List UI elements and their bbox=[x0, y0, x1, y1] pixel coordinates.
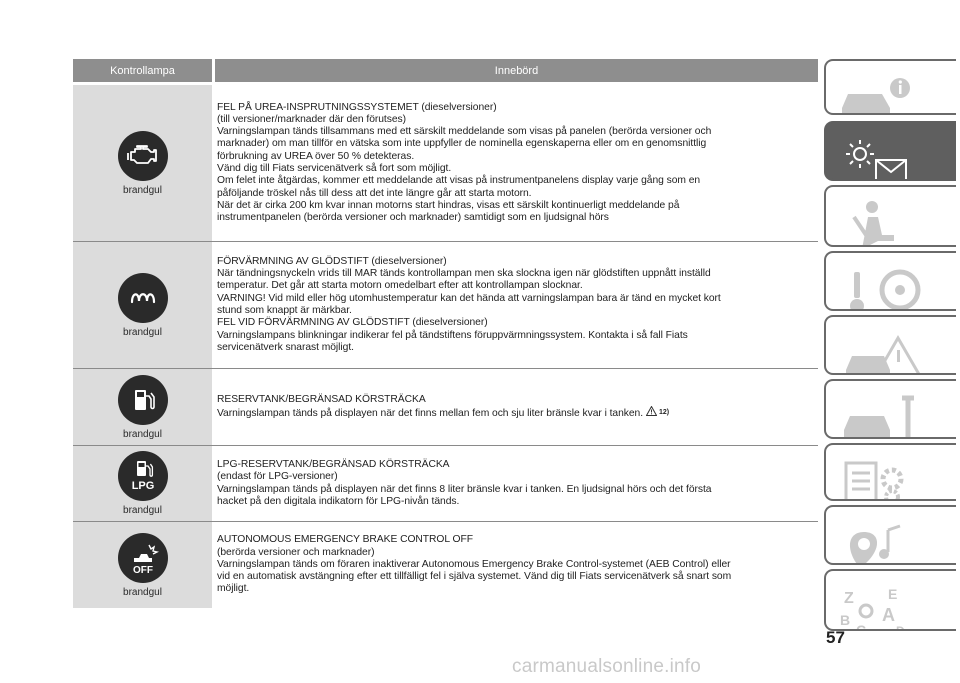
column-header-warning-light: Kontrollampa bbox=[73, 59, 212, 82]
aeb-off-icon bbox=[118, 533, 168, 583]
svg-text:D: D bbox=[896, 624, 905, 638]
text-line: Varningslampans blinkningar indikerar fel på tändstiftens föruppvärmningssystem. Kontakta i så fall Fiats bbox=[217, 329, 688, 341]
text-line: När det är cirka 200 km kvar innan motorns start hindras, visas ett särskilt kontinuerligt meddelande på bbox=[217, 199, 680, 211]
text-line: stund som knappt är märkbar. bbox=[217, 305, 352, 316]
text-line: servicenätverk snarast möjligt. bbox=[217, 341, 354, 353]
svg-text:LPG: LPG bbox=[131, 480, 154, 492]
car-accident-warning-icon bbox=[836, 323, 946, 375]
table-row bbox=[73, 85, 818, 242]
icon-cell bbox=[73, 242, 212, 368]
glow-plug-icon bbox=[118, 273, 168, 323]
seat-airbag-icon bbox=[836, 193, 946, 247]
description-cell bbox=[215, 369, 818, 445]
table-row bbox=[73, 446, 818, 522]
svg-text:Z: Z bbox=[844, 590, 854, 607]
text-line: AUTONOMOUS EMERGENCY BRAKE CONTROL OFF bbox=[217, 534, 473, 546]
table-row bbox=[73, 522, 818, 608]
key-steering-wheel-icon bbox=[836, 259, 946, 311]
icon-cell bbox=[73, 369, 212, 445]
warning-light-message-icon bbox=[836, 129, 946, 181]
tab-multimedia[interactable] bbox=[824, 505, 956, 565]
color-label: brandgul bbox=[123, 586, 162, 598]
watermark: carmanualsonline.info bbox=[512, 656, 702, 677]
tab-maintenance[interactable] bbox=[824, 379, 956, 439]
column-header-meaning: Innebörd bbox=[215, 59, 818, 82]
text-line: LPG-RESERVTANK/BEGRÄNSAD KÖRSTRÄCKA bbox=[217, 458, 450, 470]
text-line: (berörda versioner och marknader) bbox=[217, 546, 375, 558]
tab-car-info[interactable] bbox=[824, 59, 956, 115]
tab-safety[interactable] bbox=[824, 185, 956, 247]
text-line: (endast för LPG-versioner) bbox=[217, 471, 338, 483]
description-cell bbox=[215, 242, 818, 368]
text-line: möjligt. bbox=[217, 583, 250, 595]
engine-check-icon bbox=[118, 131, 168, 181]
text-line: Vänd dig till Fiats servicenätverk så fort som möjligt. bbox=[217, 163, 452, 174]
color-label: brandgul bbox=[123, 326, 162, 338]
text-line: förbrukning av UREA över 50 % detekteras. bbox=[217, 150, 415, 162]
text-line: instrumentpanelen (berörda versioner och marknader) samtidigt som en ljudsignal hörs bbox=[217, 212, 609, 224]
warning-triangle-icon bbox=[646, 406, 657, 420]
text-line: Varningslampan tänds tillsammans med ett särskilt meddelande som visas på panelen (berörda versioner och bbox=[217, 126, 712, 138]
specs-gear-icon bbox=[836, 451, 946, 501]
tab-starting-driving[interactable] bbox=[824, 251, 956, 311]
text-line: Varningslampan tänds på displayen när det finns 8 liter bränsle kvar i tanken. En ljudsignal hörs och det första bbox=[217, 483, 712, 495]
text-line-body: Varningslampan tänds på displayen när det finns mellan fem och sju liter bränsle kvar i tanken. bbox=[217, 407, 644, 419]
text-line bbox=[217, 406, 814, 420]
description-cell bbox=[215, 85, 818, 241]
description-cell bbox=[215, 446, 818, 521]
icon-cell bbox=[73, 446, 212, 521]
color-label: brandgul bbox=[123, 184, 162, 196]
color-label: brandgul bbox=[123, 428, 162, 440]
text-line: FÖRVÄRMNING AV GLÖDSTIFT (dieselversioner) bbox=[217, 255, 447, 267]
lpg-fuel-icon bbox=[118, 451, 168, 501]
table-row bbox=[73, 242, 818, 369]
icon-cell bbox=[73, 522, 212, 608]
text-line: vid en automatisk avstängning efter ett tillfälligt fel i själva systemet. Vänd dig till Fiats servicenätverk så snart som bbox=[217, 571, 732, 583]
svg-text:B: B bbox=[840, 612, 851, 628]
icon-cell bbox=[73, 85, 212, 241]
svg-text:A: A bbox=[882, 605, 895, 625]
text-line: När tändningsnyckeln vrids till MAR tänds kontrollampan men ska slockna igen när glödstiften uppnått inställd bbox=[217, 268, 711, 280]
car-wrench-icon bbox=[836, 387, 946, 439]
footnote-reference: 12) bbox=[659, 409, 670, 416]
table-row bbox=[73, 369, 818, 446]
text-line: påföljande tröskel nås till dess att det inte längre går att starta motorn. bbox=[217, 187, 532, 199]
car-info-icon bbox=[836, 67, 946, 115]
text-line: RESERVTANK/BEGRÄNSAD KÖRSTRÄCKA bbox=[217, 393, 426, 405]
tab-warning-lights[interactable] bbox=[824, 121, 956, 181]
svg-text:C: C bbox=[856, 622, 867, 638]
color-label: brandgul bbox=[123, 505, 162, 516]
index-letters-icon bbox=[836, 577, 946, 638]
text-line: FEL PÅ UREA-INSPRUTNINGSSYSTEMET (dieselversioner) bbox=[217, 101, 497, 113]
svg-text:E: E bbox=[888, 586, 898, 602]
svg-text:OFF: OFF bbox=[132, 564, 153, 576]
text-line: temperatur. Det går att starta motorn omedelbart efter att kontrollampan slocknar. bbox=[217, 280, 583, 292]
text-line: hacket på den digitala indikatorn för LPG-nivån tänds. bbox=[217, 495, 460, 507]
text-line: FEL VID FÖRVÄRMNING AV GLÖDSTIFT (dieselversioner) bbox=[217, 317, 488, 329]
text-line: VARNING! Vid mild eller hög utomhustemperatur kan det hända att varningslampan bara är tänd en mycket kort bbox=[217, 292, 721, 304]
tab-technical-data[interactable] bbox=[824, 443, 956, 501]
fuel-pump-icon bbox=[118, 375, 168, 425]
description-cell bbox=[215, 522, 818, 608]
tab-emergency[interactable] bbox=[824, 315, 956, 375]
text-line: marknader) om man tillför en vätska som inte uppfyller de nominella egenskaperna eller om en genomsnittlig bbox=[217, 138, 707, 150]
page-number: 57 bbox=[826, 628, 845, 647]
media-navigation-icon bbox=[836, 513, 946, 565]
text-line: Varningslampan tänds om föraren inaktiverar Autonomous Emergency Brake Control-systemet (AEB Control) eller bbox=[217, 558, 731, 570]
text-line: Om felet inte åtgärdas, kommer ett meddelande att visas på instrumentpanelens display varje gång som en bbox=[217, 175, 701, 187]
text-line: (till versioner/marknader där den förutses) bbox=[217, 113, 406, 125]
